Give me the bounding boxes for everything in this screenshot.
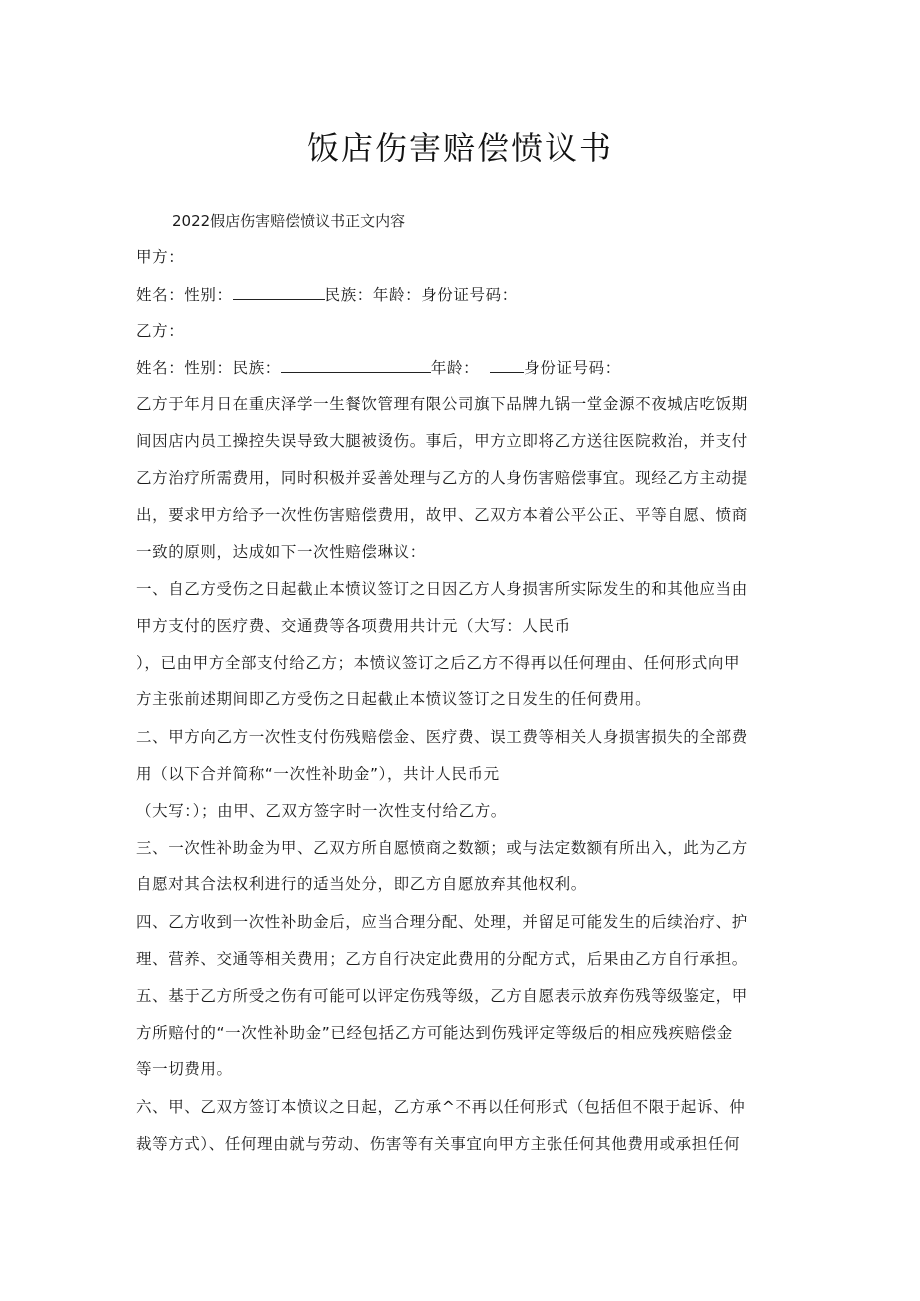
clause-5-line: 方所赔付的“一次性补助金”已经包括乙方可能达到伤残评定等级后的相应残疾赔偿金 xyxy=(136,1024,733,1042)
body-line: 乙方治疗所需费用，同时积极并妥善处理与乙方的人身伤害赔偿事宜。现经乙方主动提 xyxy=(136,469,748,487)
gender-blank xyxy=(233,283,325,300)
document-title: 饭店伤害赔偿愤议书 xyxy=(306,129,613,167)
clause-1-line: 方主张前述期间即乙方受伤之日起截止本愤议签订之日发生的任何费用。 xyxy=(136,690,652,708)
clause-5-line: 五、基于乙方所受之伤有可能可以评定伤残等级，乙方自愿表示放弃伤残等级鉴定，甲 xyxy=(136,987,748,1005)
party-a-ethnicity-age-id: 民族：年龄：身份证号码： xyxy=(324,286,518,304)
ethnicity-blank xyxy=(281,356,431,373)
party-b-label: 乙方： xyxy=(136,322,185,340)
clause-1-line: 甲方支付的医疗费、交通费等各项费用共计元（大写：人民币 xyxy=(136,617,571,635)
clause-1-line: 一、自乙方受伤之日起截止本愤议签订之日因乙方人身损害所实际发生的和其他应当由 xyxy=(136,580,748,598)
party-b-id: 身份证号码： xyxy=(524,359,621,377)
party-a-name-gender: 姓名：性别： xyxy=(136,286,233,304)
party-a-info-line xyxy=(136,283,518,306)
clause-4-line: 四、乙方收到一次性补助金后，应当合理分配、处理，并留足可能发生的后续治疗、护 xyxy=(136,913,748,931)
clause-6-line: 六、甲、乙双方签订本愤议之日起，乙方承^不再以任何形式（包括但不限于起诉、仲 xyxy=(136,1098,746,1116)
clause-4-line: 理、营养、交通等相关费用；乙方自行决定此费用的分配方式，后果由乙方自行承担。 xyxy=(136,950,748,968)
clause-2-line: 二、甲方向乙方一次性支付伤残赔偿金、医疗费、误工费等相关人身损害损失的全部费 xyxy=(136,728,748,746)
body-line: 乙方于年月日在重庆泽学一生餐饮管理有限公司旗下品牌九锅一堂金源不夜城店吃饭期 xyxy=(136,395,748,413)
clause-2-line: 用（以下合并简称“一次性补助金”），共计人民币元 xyxy=(136,765,500,783)
clause-3-line: 三、一次性补助金为甲、乙双方所自愿愤商之数额；或与法定数额有所出入，此为乙方 xyxy=(136,839,748,857)
clause-5-line: 等一切费用。 xyxy=(136,1060,233,1078)
clause-2-line: （大写：）；由甲、乙双方签字时一次性支付给乙方。 xyxy=(136,802,507,820)
party-b-info-line xyxy=(136,356,621,379)
age-blank xyxy=(490,356,524,373)
body-line: 出，要求甲方给予一次性伤害赔偿费用，故甲、乙双方本着公平公正、平等自愿、愤商 xyxy=(136,506,748,524)
party-a-label: 甲方： xyxy=(136,248,185,266)
clause-6-line: 裁等方式）、任何理由就与劳动、伤害等有关事宜向甲方主张任何其他费用或承担任何 xyxy=(136,1135,741,1153)
body-line: 间因店内员工操控失误导致大腿被烫伤。事后，甲方立即将乙方送往医院救治，并支付 xyxy=(136,432,748,450)
clause-3-line: 自愿对其合法权利进行的适当处分，即乙方自愿放弃其他权利。 xyxy=(136,875,587,893)
document-subtitle: 2022假店伤害赔偿愤议书正文内容 xyxy=(172,212,406,230)
body-line: 一致的原则，达成如下一次性赔偿琳议： xyxy=(136,543,426,561)
clause-1-line: ），已由甲方全部支付给乙方；本愤议签订之后乙方不得再以任何理由、任何形式向甲 xyxy=(136,654,741,672)
party-b-age: 年龄： xyxy=(430,359,480,377)
party-b-name-gender-ethnicity: 姓名：性别：民族： xyxy=(136,359,281,377)
